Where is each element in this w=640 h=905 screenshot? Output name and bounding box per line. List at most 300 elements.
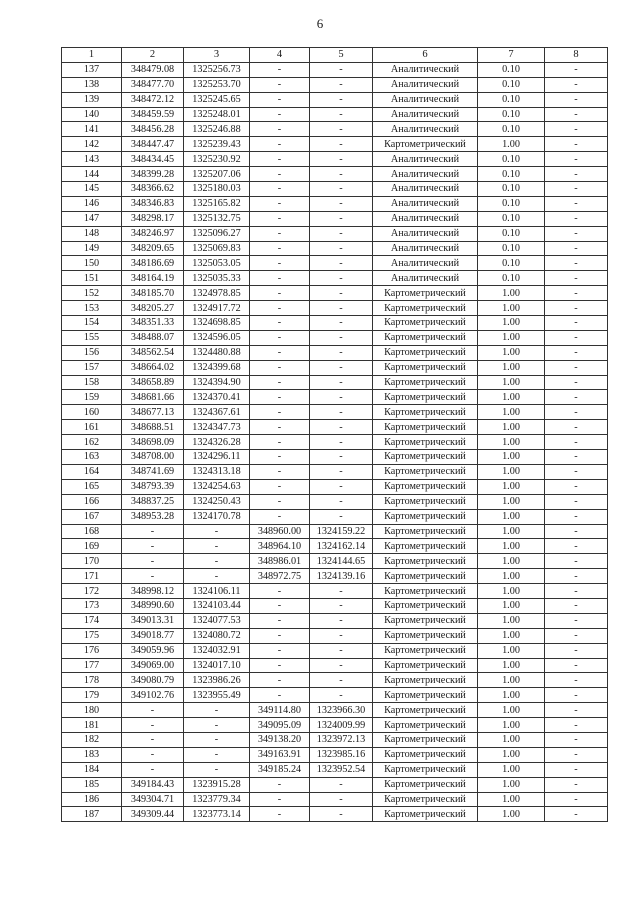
x-new-coordinate-cell: -	[250, 286, 310, 301]
note-cell: -	[545, 554, 608, 569]
point-number-cell: 142	[62, 137, 122, 152]
table-row	[62, 450, 608, 465]
y-new-coordinate-cell: -	[310, 360, 373, 375]
point-number-cell: 146	[62, 196, 122, 211]
y-new-coordinate-cell: -	[310, 643, 373, 658]
accuracy-cell: 1.00	[478, 718, 545, 733]
method-cell: Картометрический	[373, 450, 478, 465]
table-row	[62, 688, 608, 703]
table-row	[62, 167, 608, 182]
y-coordinate-cell: 1324367.61	[184, 405, 250, 420]
point-number-cell: 139	[62, 92, 122, 107]
table-row	[62, 479, 608, 494]
point-number-cell: 179	[62, 688, 122, 703]
point-number-cell: 187	[62, 807, 122, 822]
note-cell: -	[545, 807, 608, 822]
method-cell: Аналитический	[373, 226, 478, 241]
method-cell: Картометрический	[373, 286, 478, 301]
table-row	[62, 747, 608, 762]
point-number-cell: 161	[62, 420, 122, 435]
x-new-coordinate-cell: -	[250, 345, 310, 360]
x-coordinate-cell: -	[122, 524, 184, 539]
y-new-coordinate-cell: -	[310, 464, 373, 479]
column-header: 7	[478, 48, 545, 63]
y-coordinate-cell: 1325053.05	[184, 256, 250, 271]
x-new-coordinate-cell: -	[250, 122, 310, 137]
accuracy-cell: 1.00	[478, 405, 545, 420]
point-number-cell: 166	[62, 494, 122, 509]
method-cell: Аналитический	[373, 122, 478, 137]
x-new-coordinate-cell: -	[250, 643, 310, 658]
x-coordinate-cell: 348472.12	[122, 92, 184, 107]
table-row	[62, 211, 608, 226]
y-coordinate-cell: 1324296.11	[184, 450, 250, 465]
accuracy-cell: 1.00	[478, 688, 545, 703]
y-new-coordinate-cell: -	[310, 420, 373, 435]
y-new-coordinate-cell: 1324144.65	[310, 554, 373, 569]
point-number-cell: 150	[62, 256, 122, 271]
accuracy-cell: 1.00	[478, 450, 545, 465]
accuracy-cell: 1.00	[478, 316, 545, 331]
note-cell: -	[545, 673, 608, 688]
point-number-cell: 153	[62, 301, 122, 316]
note-cell: -	[545, 301, 608, 316]
y-new-coordinate-cell: -	[310, 196, 373, 211]
x-coordinate-cell: 348366.62	[122, 182, 184, 197]
x-coordinate-cell: 348351.33	[122, 316, 184, 331]
y-coordinate-cell: -	[184, 554, 250, 569]
point-number-cell: 164	[62, 464, 122, 479]
x-new-coordinate-cell: -	[250, 62, 310, 77]
point-number-cell: 148	[62, 226, 122, 241]
table-row	[62, 330, 608, 345]
x-coordinate-cell: 348688.51	[122, 420, 184, 435]
table-row	[62, 420, 608, 435]
x-coordinate-cell: 348562.54	[122, 345, 184, 360]
accuracy-cell: 1.00	[478, 584, 545, 599]
accuracy-cell: 1.00	[478, 554, 545, 569]
x-new-coordinate-cell: -	[250, 211, 310, 226]
y-new-coordinate-cell: 1323985.16	[310, 747, 373, 762]
method-cell: Аналитический	[373, 62, 478, 77]
y-new-coordinate-cell: -	[310, 137, 373, 152]
y-coordinate-cell: 1324170.78	[184, 509, 250, 524]
y-coordinate-cell: 1324017.10	[184, 658, 250, 673]
point-number-cell: 177	[62, 658, 122, 673]
table-row	[62, 182, 608, 197]
x-new-coordinate-cell: -	[250, 77, 310, 92]
point-number-cell: 182	[62, 732, 122, 747]
x-coordinate-cell: 348677.13	[122, 405, 184, 420]
note-cell: -	[545, 747, 608, 762]
note-cell: -	[545, 375, 608, 390]
x-coordinate-cell: 349018.77	[122, 628, 184, 643]
y-new-coordinate-cell: 1324139.16	[310, 569, 373, 584]
x-new-coordinate-cell: -	[250, 479, 310, 494]
note-cell: -	[545, 62, 608, 77]
note-cell: -	[545, 643, 608, 658]
table-row	[62, 256, 608, 271]
point-number-cell: 174	[62, 613, 122, 628]
method-cell: Картометрический	[373, 569, 478, 584]
note-cell: -	[545, 613, 608, 628]
note-cell: -	[545, 703, 608, 718]
note-cell: -	[545, 360, 608, 375]
point-number-cell: 173	[62, 598, 122, 613]
y-coordinate-cell: -	[184, 569, 250, 584]
point-number-cell: 181	[62, 718, 122, 733]
x-new-coordinate-cell: 348960.00	[250, 524, 310, 539]
point-number-cell: 170	[62, 554, 122, 569]
x-coordinate-cell: -	[122, 539, 184, 554]
method-cell: Картометрический	[373, 390, 478, 405]
x-coordinate-cell: 348698.09	[122, 435, 184, 450]
table-row	[62, 613, 608, 628]
accuracy-cell: 1.00	[478, 777, 545, 792]
accuracy-cell: 1.00	[478, 390, 545, 405]
method-cell: Аналитический	[373, 92, 478, 107]
y-new-coordinate-cell: 1323966.30	[310, 703, 373, 718]
method-cell: Картометрический	[373, 613, 478, 628]
y-coordinate-cell: 1324370.41	[184, 390, 250, 405]
accuracy-cell: 0.10	[478, 241, 545, 256]
x-new-coordinate-cell: -	[250, 613, 310, 628]
y-coordinate-cell: 1324080.72	[184, 628, 250, 643]
point-number-cell: 184	[62, 762, 122, 777]
table-row	[62, 360, 608, 375]
note-cell: -	[545, 494, 608, 509]
x-new-coordinate-cell: 349138.20	[250, 732, 310, 747]
y-new-coordinate-cell: -	[310, 92, 373, 107]
note-cell: -	[545, 762, 608, 777]
method-cell: Картометрический	[373, 539, 478, 554]
x-new-coordinate-cell: 349185.24	[250, 762, 310, 777]
method-cell: Аналитический	[373, 196, 478, 211]
y-coordinate-cell: 1324250.43	[184, 494, 250, 509]
page-number: 6	[316, 16, 324, 31]
x-coordinate-cell: 349059.96	[122, 643, 184, 658]
x-coordinate-cell: 348186.69	[122, 256, 184, 271]
y-coordinate-cell: 1324313.18	[184, 464, 250, 479]
accuracy-cell: 1.00	[478, 345, 545, 360]
method-cell: Аналитический	[373, 182, 478, 197]
column-header: 2	[122, 48, 184, 63]
table-row	[62, 554, 608, 569]
accuracy-cell: 1.00	[478, 479, 545, 494]
x-new-coordinate-cell: -	[250, 330, 310, 345]
x-coordinate-cell: 349184.43	[122, 777, 184, 792]
table-row	[62, 524, 608, 539]
coordinates-table	[61, 47, 608, 822]
y-new-coordinate-cell: -	[310, 241, 373, 256]
accuracy-cell: 1.00	[478, 703, 545, 718]
y-coordinate-cell: 1323773.14	[184, 807, 250, 822]
accuracy-cell: 0.10	[478, 152, 545, 167]
point-number-cell: 141	[62, 122, 122, 137]
note-cell: -	[545, 450, 608, 465]
x-coordinate-cell: 349013.31	[122, 613, 184, 628]
method-cell: Картометрический	[373, 628, 478, 643]
point-number-cell: 186	[62, 792, 122, 807]
x-new-coordinate-cell: -	[250, 777, 310, 792]
x-new-coordinate-cell: 349163.91	[250, 747, 310, 762]
y-new-coordinate-cell: -	[310, 792, 373, 807]
method-cell: Картометрический	[373, 673, 478, 688]
method-cell: Картометрический	[373, 688, 478, 703]
accuracy-cell: 0.10	[478, 62, 545, 77]
accuracy-cell: 1.00	[478, 330, 545, 345]
y-new-coordinate-cell: -	[310, 658, 373, 673]
x-coordinate-cell: 349080.79	[122, 673, 184, 688]
method-cell: Картометрический	[373, 554, 478, 569]
accuracy-cell: 1.00	[478, 509, 545, 524]
accuracy-cell: 1.00	[478, 807, 545, 822]
point-number-cell: 183	[62, 747, 122, 762]
y-new-coordinate-cell: -	[310, 226, 373, 241]
y-coordinate-cell: -	[184, 539, 250, 554]
note-cell: -	[545, 92, 608, 107]
point-number-cell: 137	[62, 62, 122, 77]
accuracy-cell: 0.10	[478, 256, 545, 271]
y-new-coordinate-cell: 1323952.54	[310, 762, 373, 777]
accuracy-cell: 1.00	[478, 539, 545, 554]
table-body	[62, 62, 608, 821]
x-coordinate-cell: 348477.70	[122, 77, 184, 92]
y-new-coordinate-cell: -	[310, 152, 373, 167]
method-cell: Картометрический	[373, 375, 478, 390]
note-cell: -	[545, 152, 608, 167]
point-number-cell: 154	[62, 316, 122, 331]
x-coordinate-cell: -	[122, 554, 184, 569]
x-new-coordinate-cell: 348986.01	[250, 554, 310, 569]
note-cell: -	[545, 271, 608, 286]
table-row	[62, 62, 608, 77]
y-new-coordinate-cell: -	[310, 167, 373, 182]
note-cell: -	[545, 688, 608, 703]
y-new-coordinate-cell: 1324009.99	[310, 718, 373, 733]
method-cell: Картометрический	[373, 762, 478, 777]
y-coordinate-cell: 1324917.72	[184, 301, 250, 316]
method-cell: Картометрический	[373, 464, 478, 479]
x-coordinate-cell: 348298.17	[122, 211, 184, 226]
column-header: 4	[250, 48, 310, 63]
note-cell: -	[545, 241, 608, 256]
note-cell: -	[545, 420, 608, 435]
y-coordinate-cell: 1325132.75	[184, 211, 250, 226]
table-row	[62, 92, 608, 107]
x-new-coordinate-cell: -	[250, 360, 310, 375]
note-cell: -	[545, 226, 608, 241]
column-header: 6	[373, 48, 478, 63]
method-cell: Картометрический	[373, 345, 478, 360]
x-new-coordinate-cell: -	[250, 464, 310, 479]
y-new-coordinate-cell: -	[310, 584, 373, 599]
x-new-coordinate-cell: -	[250, 226, 310, 241]
table-row	[62, 301, 608, 316]
point-number-cell: 163	[62, 450, 122, 465]
y-new-coordinate-cell: -	[310, 673, 373, 688]
y-new-coordinate-cell: -	[310, 598, 373, 613]
x-new-coordinate-cell: -	[250, 628, 310, 643]
table-row	[62, 77, 608, 92]
method-cell: Аналитический	[373, 107, 478, 122]
accuracy-cell: 0.10	[478, 77, 545, 92]
method-cell: Картометрический	[373, 316, 478, 331]
y-coordinate-cell: 1325253.70	[184, 77, 250, 92]
table-row	[62, 569, 608, 584]
x-new-coordinate-cell: -	[250, 390, 310, 405]
x-coordinate-cell: 348837.25	[122, 494, 184, 509]
x-coordinate-cell: 349304.71	[122, 792, 184, 807]
table-row	[62, 137, 608, 152]
accuracy-cell: 1.00	[478, 673, 545, 688]
y-new-coordinate-cell: -	[310, 509, 373, 524]
y-coordinate-cell: 1323986.26	[184, 673, 250, 688]
point-number-cell: 175	[62, 628, 122, 643]
y-coordinate-cell: 1324394.90	[184, 375, 250, 390]
column-header: 5	[310, 48, 373, 63]
method-cell: Картометрический	[373, 732, 478, 747]
x-coordinate-cell: 348664.02	[122, 360, 184, 375]
x-coordinate-cell: 348185.70	[122, 286, 184, 301]
y-coordinate-cell: 1324103.44	[184, 598, 250, 613]
x-new-coordinate-cell: -	[250, 405, 310, 420]
y-coordinate-cell: 1324326.28	[184, 435, 250, 450]
x-new-coordinate-cell: -	[250, 196, 310, 211]
point-number-cell: 169	[62, 539, 122, 554]
note-cell: -	[545, 718, 608, 733]
note-cell: -	[545, 167, 608, 182]
accuracy-cell: 1.00	[478, 747, 545, 762]
x-coordinate-cell: 348793.39	[122, 479, 184, 494]
accuracy-cell: 1.00	[478, 494, 545, 509]
x-new-coordinate-cell: -	[250, 688, 310, 703]
column-header: 1	[62, 48, 122, 63]
y-coordinate-cell: 1325248.01	[184, 107, 250, 122]
note-cell: -	[545, 524, 608, 539]
note-cell: -	[545, 122, 608, 137]
method-cell: Аналитический	[373, 77, 478, 92]
accuracy-cell: 1.00	[478, 598, 545, 613]
table-row	[62, 196, 608, 211]
note-cell: -	[545, 211, 608, 226]
y-new-coordinate-cell: -	[310, 777, 373, 792]
y-coordinate-cell: 1324254.63	[184, 479, 250, 494]
method-cell: Картометрический	[373, 598, 478, 613]
x-new-coordinate-cell: -	[250, 256, 310, 271]
accuracy-cell: 0.10	[478, 107, 545, 122]
x-coordinate-cell: 348990.60	[122, 598, 184, 613]
accuracy-cell: 1.00	[478, 286, 545, 301]
table-row	[62, 792, 608, 807]
y-new-coordinate-cell: -	[310, 122, 373, 137]
table-row	[62, 271, 608, 286]
note-cell: -	[545, 435, 608, 450]
y-new-coordinate-cell: -	[310, 256, 373, 271]
y-new-coordinate-cell: -	[310, 494, 373, 509]
x-coordinate-cell: 348209.65	[122, 241, 184, 256]
x-coordinate-cell: -	[122, 569, 184, 584]
x-new-coordinate-cell: -	[250, 450, 310, 465]
note-cell: -	[545, 182, 608, 197]
accuracy-cell: 0.10	[478, 167, 545, 182]
point-number-cell: 140	[62, 107, 122, 122]
x-new-coordinate-cell: -	[250, 658, 310, 673]
accuracy-cell: 1.00	[478, 435, 545, 450]
x-coordinate-cell: 348434.45	[122, 152, 184, 167]
y-new-coordinate-cell: -	[310, 375, 373, 390]
x-new-coordinate-cell: -	[250, 494, 310, 509]
method-cell: Картометрический	[373, 405, 478, 420]
note-cell: -	[545, 137, 608, 152]
note-cell: -	[545, 777, 608, 792]
method-cell: Аналитический	[373, 152, 478, 167]
y-coordinate-cell: 1325165.82	[184, 196, 250, 211]
x-coordinate-cell: 348459.59	[122, 107, 184, 122]
y-new-coordinate-cell: -	[310, 316, 373, 331]
y-new-coordinate-cell: -	[310, 479, 373, 494]
y-new-coordinate-cell: -	[310, 271, 373, 286]
point-number-cell: 180	[62, 703, 122, 718]
x-new-coordinate-cell: 348972.75	[250, 569, 310, 584]
x-new-coordinate-cell: -	[250, 673, 310, 688]
note-cell: -	[545, 256, 608, 271]
point-number-cell: 171	[62, 569, 122, 584]
y-new-coordinate-cell: -	[310, 628, 373, 643]
table-row	[62, 703, 608, 718]
accuracy-cell: 0.10	[478, 196, 545, 211]
x-coordinate-cell: 348708.00	[122, 450, 184, 465]
x-new-coordinate-cell: -	[250, 435, 310, 450]
point-number-cell: 168	[62, 524, 122, 539]
point-number-cell: 145	[62, 182, 122, 197]
y-coordinate-cell: -	[184, 703, 250, 718]
y-new-coordinate-cell: -	[310, 182, 373, 197]
accuracy-cell: 0.10	[478, 182, 545, 197]
note-cell: -	[545, 584, 608, 599]
note-cell: -	[545, 598, 608, 613]
table-row	[62, 286, 608, 301]
accuracy-cell: 1.00	[478, 464, 545, 479]
point-number-cell: 158	[62, 375, 122, 390]
y-coordinate-cell: 1325246.88	[184, 122, 250, 137]
y-new-coordinate-cell: -	[310, 405, 373, 420]
table-row	[62, 390, 608, 405]
point-number-cell: 149	[62, 241, 122, 256]
y-coordinate-cell: 1323955.49	[184, 688, 250, 703]
accuracy-cell: 1.00	[478, 643, 545, 658]
x-new-coordinate-cell: 349114.80	[250, 703, 310, 718]
note-cell: -	[545, 509, 608, 524]
x-new-coordinate-cell: -	[250, 420, 310, 435]
point-number-cell: 178	[62, 673, 122, 688]
point-number-cell: 185	[62, 777, 122, 792]
y-coordinate-cell: 1324978.85	[184, 286, 250, 301]
x-new-coordinate-cell: -	[250, 301, 310, 316]
x-coordinate-cell: 348741.69	[122, 464, 184, 479]
note-cell: -	[545, 405, 608, 420]
point-number-cell: 147	[62, 211, 122, 226]
note-cell: -	[545, 286, 608, 301]
x-coordinate-cell: 348681.66	[122, 390, 184, 405]
method-cell: Аналитический	[373, 167, 478, 182]
x-coordinate-cell: 349102.76	[122, 688, 184, 703]
table-row	[62, 345, 608, 360]
y-new-coordinate-cell: -	[310, 286, 373, 301]
x-coordinate-cell: 348346.83	[122, 196, 184, 211]
y-new-coordinate-cell: -	[310, 688, 373, 703]
x-new-coordinate-cell: -	[250, 92, 310, 107]
